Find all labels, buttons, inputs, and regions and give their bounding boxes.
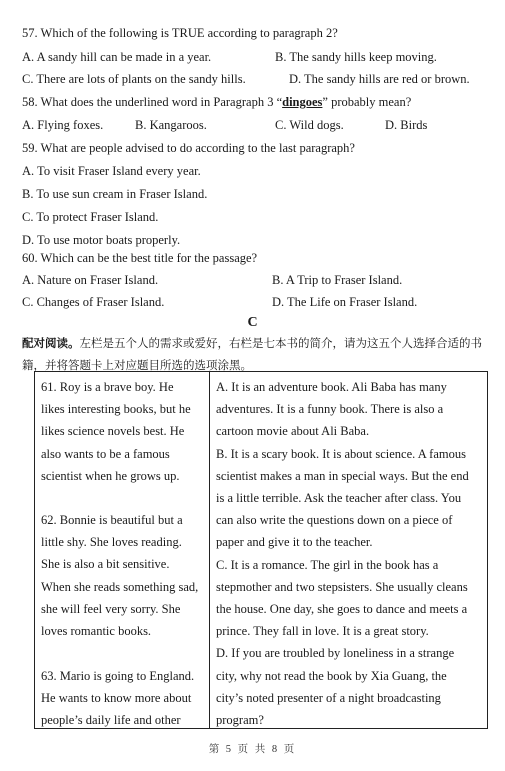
q60-option-b: B. A Trip to Fraser Island. bbox=[272, 273, 403, 287]
person-62-line: She is also a bit sensitive. bbox=[41, 557, 170, 572]
page-footer: 第 5 页 共 8 页 bbox=[208, 744, 297, 755]
q58-option-c: C. Wild dogs. bbox=[275, 118, 344, 132]
book-line: stepmother and two stepsisters. She usually cleans bbox=[216, 579, 468, 594]
q59-option-c: C. To protect Fraser Island. bbox=[22, 210, 159, 224]
person-61-line: scientist when he grows up. bbox=[41, 468, 180, 483]
person-62-line: 62. Bonnie is beautiful but a bbox=[41, 513, 183, 527]
q58-stem-after: ” probably mean? bbox=[322, 95, 412, 109]
books-column bbox=[210, 372, 487, 728]
q58-stem bbox=[22, 95, 411, 110]
book-line: B. It is a scary book. It is about science. A famous bbox=[216, 446, 466, 461]
person-62-line: loves romantic books. bbox=[41, 624, 152, 639]
q58-option-a: A. Flying foxes. bbox=[22, 118, 104, 132]
book-line: city’s noted presenter of a night broadcasting bbox=[216, 690, 441, 705]
q58-stem-before: 58. What does the underlined word in Paragraph 3 “ bbox=[22, 95, 283, 109]
q59-option-a: A. To visit Fraser Island every year. bbox=[22, 164, 201, 178]
person-62 bbox=[41, 509, 204, 642]
person-63 bbox=[41, 665, 204, 732]
book-line: cartoon movie about Ali Baba. bbox=[216, 424, 370, 439]
q58-option-b: B. Kangaroos. bbox=[135, 118, 207, 132]
book-line: can also write the questions down on a piece of bbox=[216, 513, 453, 528]
book-line: D. If you are troubled by loneliness in a strange bbox=[216, 646, 455, 661]
q60-option-a: A. Nature on Fraser Island. bbox=[22, 273, 159, 287]
matching-table bbox=[34, 371, 488, 729]
section-c-heading: 配对阅读。 bbox=[22, 336, 80, 350]
q57-option-b: B. The sandy hills keep moving. bbox=[275, 50, 437, 64]
q57-stem: 57. Which of the following is TRUE according to paragraph 2? bbox=[22, 26, 338, 40]
q59-stem: 59. What are people advised to do according to the last paragraph? bbox=[22, 141, 355, 155]
book-line: is a little terrible. Ask the teacher after class. You bbox=[216, 491, 462, 506]
book-line: C. It is a romance. The girl in the book has a bbox=[216, 557, 439, 572]
q58-underlined-word: dingoes bbox=[282, 95, 323, 109]
person-61 bbox=[41, 376, 204, 487]
person-61-line: also wants to be a famous bbox=[41, 446, 170, 461]
person-62-line: little shy. She loves reading. bbox=[41, 535, 182, 550]
people-column bbox=[35, 372, 210, 728]
q60-option-c: C. Changes of Fraser Island. bbox=[22, 295, 165, 309]
book-descriptions bbox=[216, 376, 481, 731]
book-line: scientist makes a man in special ways. But the end bbox=[216, 468, 469, 483]
q60-stem: 60. Which can be the best title for the passage? bbox=[22, 251, 258, 265]
book-line: the house. One day, she goes to dance and meets a bbox=[216, 602, 468, 617]
person-63-line: people’s daily life and other bbox=[41, 713, 181, 728]
q57-option-c: C. There are lots of plants on the sandy hills. bbox=[22, 72, 246, 86]
q60-option-d: D. The Life on Fraser Island. bbox=[272, 295, 418, 309]
section-c-instructions bbox=[22, 332, 492, 376]
q57-option-a: A. A sandy hill can be made in a year. bbox=[22, 50, 212, 64]
q57-option-d: D. The sandy hills are red or brown. bbox=[289, 72, 470, 86]
book-line: paper and give it to the teacher. bbox=[216, 535, 373, 550]
section-c-label: C bbox=[247, 315, 258, 330]
book-line: program? bbox=[216, 713, 264, 728]
person-62-line: When she reads something sad, bbox=[41, 579, 199, 594]
book-line: adventures. It is a funny book. There is also a bbox=[216, 402, 444, 417]
book-line: prince. They fall in love. It is a great story. bbox=[216, 624, 429, 639]
q59-option-d: D. To use motor boats properly. bbox=[22, 233, 181, 247]
person-61-line: 61. Roy is a brave boy. He bbox=[41, 380, 174, 394]
q58-option-d: D. Birds bbox=[385, 118, 428, 132]
person-63-line: He wants to know more about bbox=[41, 691, 192, 706]
section-c-instruction-text: 左栏是五个人的需求或爱好，右栏是七本书的简介，请为这五个人选择合适的书籍，并将答题卡上对应题目所选的选项涂黑。 bbox=[22, 336, 482, 372]
person-61-line: likes interesting books, but he bbox=[41, 402, 191, 417]
book-line: A. It is an adventure book. Ali Baba has many bbox=[216, 380, 447, 394]
person-61-line: likes science novels best. He bbox=[41, 424, 185, 439]
person-62-line: she will feel very sorry. She bbox=[41, 601, 181, 616]
book-line: city, why not read the book by Xia Guang, the bbox=[216, 668, 447, 683]
person-63-line: 63. Mario is going to England. bbox=[41, 669, 195, 683]
q59-option-b: B. To use sun cream in Fraser Island. bbox=[22, 187, 208, 201]
